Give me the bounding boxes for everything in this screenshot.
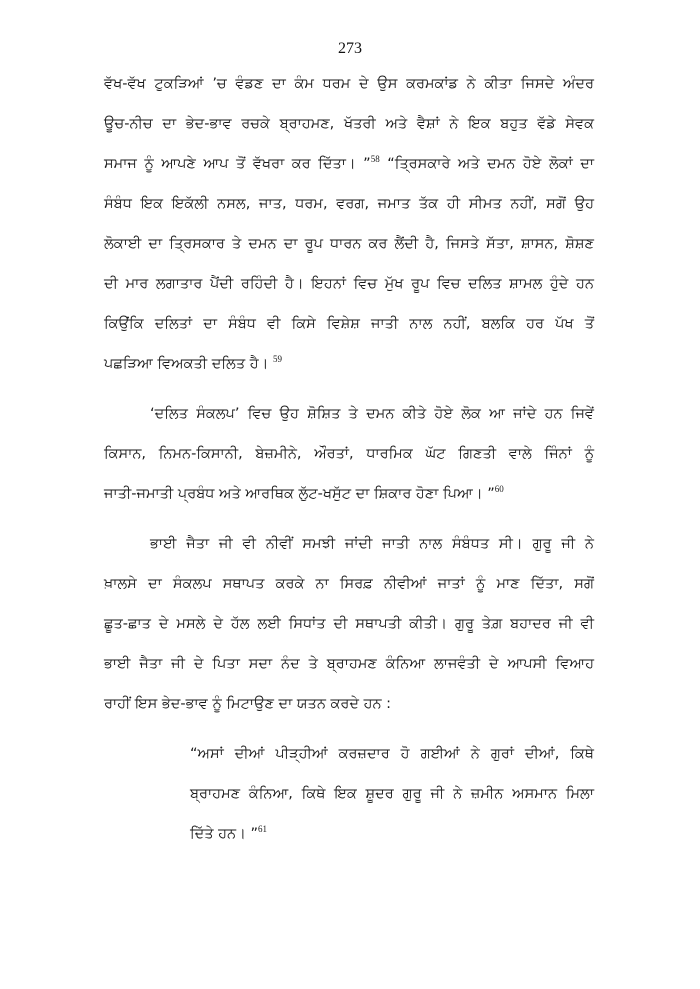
paragraph bbox=[104, 64, 594, 384]
text-line: ਊਚ-ਨੀਚ ਦਾ ਭੇਦ-ਭਾਵ ਰਚਕੇ ਬ੍ਰਾਹਮਣ, ਖੱਤਰੀ ਅਤੇ ਵੈਸ਼ਾਂ ਨੇ ਇਕ ਬਹੁਤ ਵੱਡੇ ਸੇਵਕ bbox=[104, 116, 594, 132]
footnote-marker: 60 bbox=[494, 484, 504, 494]
text-line: ਕਿਸਾਨ, ਨਿਮਨ-ਕਿਸਾਨੀ, ਬੇਜ਼ਮੀਨੇ, ਔਰਤਾਂ, ਧਾਰਮਿਕ ਘੱਟ ਗਿਣਤੀ ਵਾਲੇ ਜਿੰਨਾਂ ਨੂੰ bbox=[104, 446, 594, 462]
page-number: 273 bbox=[338, 40, 362, 57]
quote-line bbox=[190, 814, 594, 854]
text-line: ਰਾਹੀਂ ਇਸ ਭੇਦ-ਭਾਵ ਨੂੰ ਮਿਟਾਉਣ ਦਾ ਯਤਨ ਕਰਦੇ ਹਨ : bbox=[104, 696, 392, 712]
text-line: ਭਾਈ ਜੈਤਾ ਜੀ ਵੀ ਨੀਵੀਂ ਸਮਝੀ ਜਾਂਦੀ ਜਾਤੀ ਨਾਲ ਸੰਬੰਧਤ ਸੀ। ਗੁਰੂ ਜੀ ਨੇ bbox=[150, 536, 594, 552]
text-segment: ਜਾਤੀ-ਜਮਾਤੀ ਪ੍ਰਬੰਧ ਅਤੇ ਆਰਥਿਕ ਲੁੱਟ-ਖਸੁੱਟ ਦਾ ਸ਼ਿਕਾਰ ਹੋਣਾ ਪਿਆ। ” bbox=[104, 486, 495, 502]
footnote-marker: 58 bbox=[370, 154, 380, 164]
paragraph-spacer bbox=[104, 724, 594, 734]
paragraph bbox=[104, 524, 594, 724]
text-line: ਕਿਉਂਕਿ ਦਲਿਤਾਂ ਦਾ ਸੰਬੰਧ ਵੀ ਕਿਸੇ ਵਿਸ਼ੇਸ਼ ਜਾਤੀ ਨਾਲ ਨਹੀਂ, ਬਲਕਿ ਹਰ ਪੱਖ ਤੋਂ bbox=[104, 316, 594, 332]
paragraph-spacer bbox=[104, 384, 594, 394]
text-line: ਖ਼ਾਲਸੇ ਦਾ ਸੰਕਲਪ ਸਥਾਪਤ ਕਰਕੇ ਨਾ ਸਿਰਫ਼ ਨੀਵੀਆਂ ਜਾਤਾਂ ਨੂੰ ਮਾਣ ਦਿੱਤਾ, ਸਗੋਂ bbox=[104, 576, 594, 592]
text-line: ‘ਦਲਿਤ ਸੰਕਲਪ’ ਵਿਚ ਉਹ ਸ਼ੋਸ਼ਿਤ ਤੇ ਦਮਨ ਕੀਤੇ ਹੋਏ ਲੋਕ ਆ ਜਾਂਦੇ ਹਨ ਜਿਵੇਂ bbox=[150, 406, 594, 422]
quote-line: “ਅਸਾਂ ਦੀਆਂ ਪੀੜ੍ਹੀਆਂ ਕਰਜ਼ਦਾਰ ਹੋ ਗਈਆਂ ਨੇ ਗੁਰਾਂ ਦੀਆਂ, ਕਿਥੇ bbox=[190, 746, 594, 762]
text-line: ਛੂਤ-ਛਾਤ ਦੇ ਮਸਲੇ ਦੇ ਹੱਲ ਲਈ ਸਿਧਾਂਤ ਦੀ ਸਥਾਪਤੀ ਕੀਤੀ। ਗੁਰੂ ਤੇਗ਼ ਬਹਾਦਰ ਜੀ ਵੀ bbox=[104, 616, 594, 632]
block-quote bbox=[190, 734, 594, 854]
text-line: ਭਾਈ ਜੈਤਾ ਜੀ ਦੇ ਪਿਤਾ ਸਦਾ ਨੰਦ ਤੇ ਬ੍ਰਾਹਮਣ ਕੰਨਿਆ ਲਾਜਵੰਤੀ ਦੇ ਆਪਸੀ ਵਿਆਹ bbox=[104, 656, 594, 672]
page-body bbox=[104, 64, 594, 854]
text-line: ਲੋਕਾਈ ਦਾ ਤ੍ਰਿਸਕਾਰ ਤੇ ਦਮਨ ਦਾ ਰੂਪ ਧਾਰਨ ਕਰ ਲੈਂਦੀ ਹੈ, ਜਿਸਤੇ ਸੱਤਾ, ਸ਼ਾਸਨ, ਸ਼ੋਸ਼ਣ bbox=[104, 236, 594, 252]
paragraph-spacer bbox=[104, 514, 594, 524]
text-segment: ਸਮਾਜ ਨੂੰ ਆਪਣੇ ਆਪ ਤੋਂ ਵੱਖਰਾ ਕਰ ਦਿੱਤਾ। ” bbox=[104, 156, 371, 172]
text-line: ਦੀ ਮਾਰ ਲਗਾਤਾਰ ਪੈਂਦੀ ਰਹਿੰਦੀ ਹੈ। ਇਹਨਾਂ ਵਿਚ ਮੁੱਖ ਰੂਪ ਵਿਚ ਦਲਿਤ ਸ਼ਾਮਲ ਹੁੰਦੇ ਹਨ bbox=[104, 276, 594, 292]
text-segment: ਦਿੱਤੇ ਹਨ। ” bbox=[190, 826, 259, 842]
paragraph bbox=[104, 394, 594, 514]
text-line bbox=[104, 474, 594, 514]
footnote-marker: 61 bbox=[258, 824, 268, 834]
quote-line: ਬ੍ਰਾਹਮਣ ਕੰਨਿਆ, ਕਿਥੇ ਇਕ ਸ਼ੂਦਰ ਗੁਰੂ ਜੀ ਨੇ ਜ਼ਮੀਨ ਅਸਮਾਨ ਮਿਲਾ bbox=[190, 786, 594, 802]
text-line bbox=[104, 344, 594, 384]
text-line bbox=[104, 144, 594, 184]
text-line: ਵੱਖ-ਵੱਖ ਟੁਕੜਿਆਂ ’ਚ ਵੰਡਣ ਦਾ ਕੰਮ ਧਰਮ ਦੇ ਉਸ ਕਰਮਕਾਂਡ ਨੇ ਕੀਤਾ ਜਿਸਦੇ ਅੰਦਰ bbox=[104, 76, 594, 92]
text-line: ਸੰਬੰਧ ਇਕ ਇਕੱਲੀ ਨਸਲ, ਜਾਤ, ਧਰਮ, ਵਰਗ, ਜਮਾਤ ਤੱਕ ਹੀ ਸੀਮਤ ਨਹੀਂ, ਸਗੋਂ ਉਹ bbox=[104, 196, 594, 212]
text-segment: ਪਛੜਿਆ ਵਿਅਕਤੀ ਦਲਿਤ ਹੈ। bbox=[104, 356, 273, 372]
footnote-marker: 59 bbox=[273, 354, 282, 364]
text-segment: “ਤ੍ਰਿਸਕਾਰੇ ਅਤੇ ਦਮਨ ਹੋਏ ਲੋਕਾਂ ਦਾ bbox=[379, 156, 595, 172]
